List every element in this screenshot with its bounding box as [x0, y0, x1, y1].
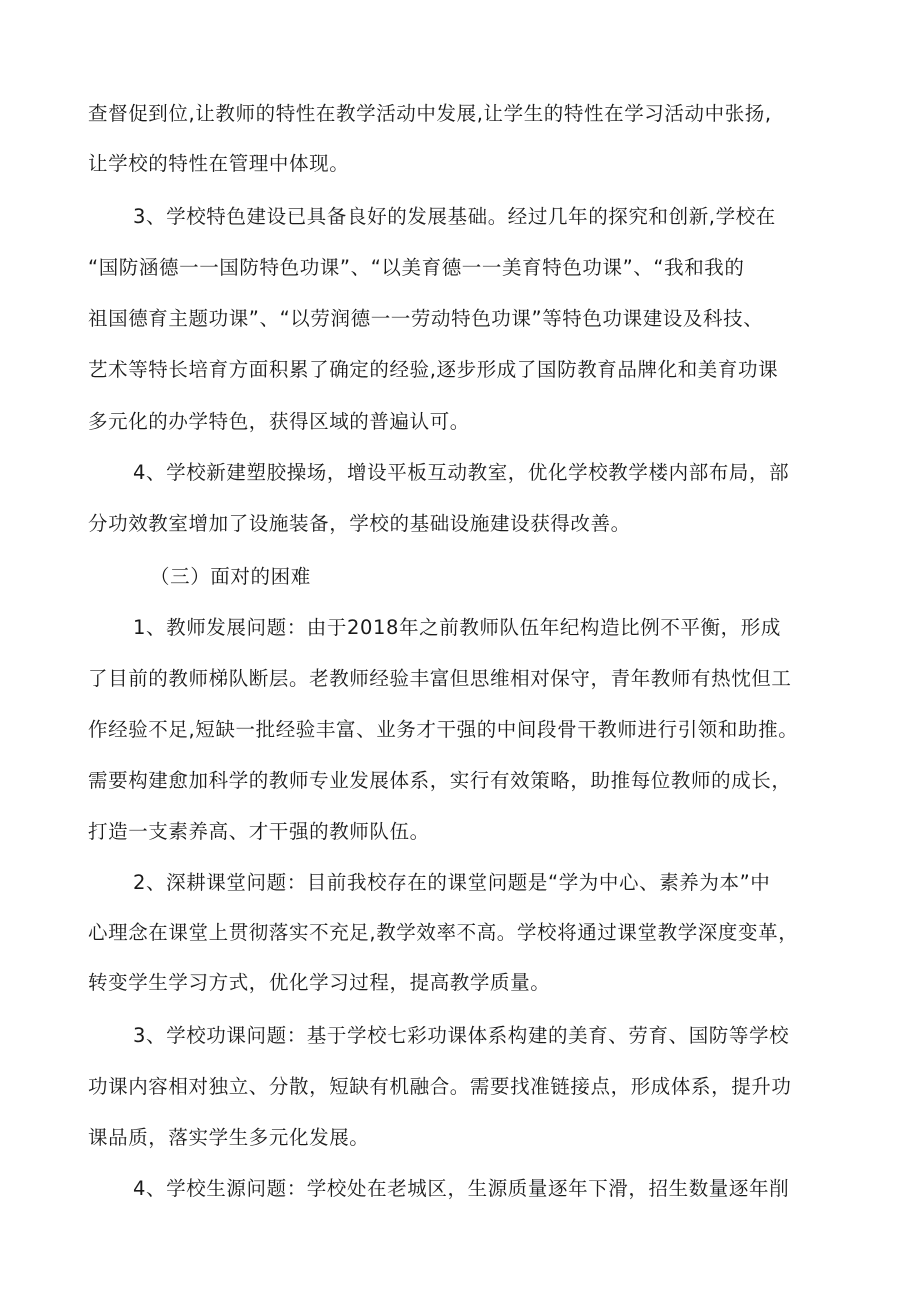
text-line: 祖国德育主题功课”、“以劳润德一一劳动特色功课”等特色功课建设及科技、: [88, 307, 764, 330]
text-line: 多元化的办学特色，获得区域的普遍认可。: [88, 410, 470, 433]
text-line: 4、学校生源问题：学校处在老城区，生源质量逐年下滑，招生数量逐年削: [133, 1177, 790, 1200]
text-line: 让学校的特性在管理中体现。: [88, 152, 350, 175]
text-line: 3、学校功课问题：基于学校七彩功课体系构建的美育、劳育、国防等学校: [133, 1024, 790, 1047]
section-heading: （三）面对的困难: [150, 565, 311, 588]
text-line: 艺术等特长培育方面积累了确定的经验,逐步形成了国防教育品牌化和美育功课: [88, 358, 779, 381]
text-line: 功课内容相对独立、分散，短缺有机融合。需要找准链接点，形成体系，提升功: [88, 1075, 792, 1098]
text-line: 1、教师发展问题：由于2018年之前教师队伍年纪构造比例不平衡，形成: [133, 616, 781, 639]
text-line: 作经验不足,短缺一批经验丰富、业务才干强的中间段骨干教师进行引领和助推。: [88, 718, 799, 741]
text-line: 心理念在课堂上贯彻落实不充足,教学效率不高。学校将通过课堂教学深度变革，: [88, 921, 799, 944]
text-line: 4、学校新建塑胶操场，增设平板互动教室，优化学校教学楼内部布局，部: [133, 461, 790, 484]
text-line: 课品质，落实学生多元化发展。: [88, 1126, 370, 1149]
text-line: 查督促到位,让教师的特性在教学活动中发展,让学生的特性在学习活动中张扬,: [88, 102, 772, 125]
text-line: 了目前的教师梯队断层。老教师经验丰富但思维相对保守，青年教师有热忱但工: [88, 667, 792, 690]
text-line: 转变学生学习方式，优化学习过程，提高教学质量。: [88, 971, 551, 994]
text-line: 打造一支素养高、才干强的教师队伍。: [88, 820, 430, 843]
text-line: 需要构建愈加科学的教师专业发展体系，实行有效策略，助推每位教师的成长，: [88, 769, 792, 792]
text-line: 分功效教室增加了设施装备，学校的基础设施建设获得改善。: [88, 512, 631, 535]
text-line: “国防涵德一一国防特色功课”、“以美育德一一美育特色功课”、“我和我的: [88, 256, 745, 279]
text-line: 3、学校特色建设已具备良好的发展基础。经过几年的探究和创新,学校在: [133, 205, 776, 228]
text-line: 2、深耕课堂问题：目前我校存在的课堂问题是“学为中心、素养为本”中: [133, 871, 771, 894]
